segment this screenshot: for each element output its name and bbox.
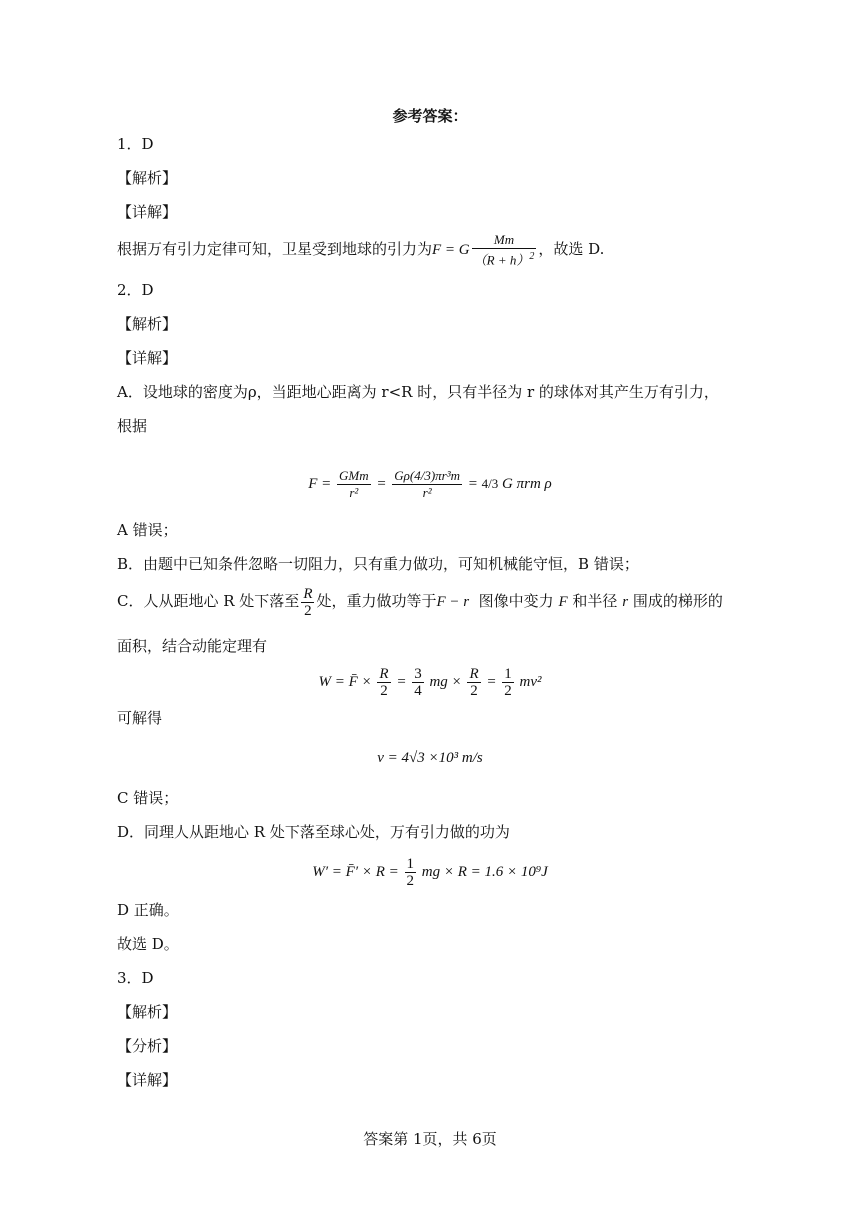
q1-formula-lhs: F = G xyxy=(432,242,470,259)
c-frac-den: 2 xyxy=(304,602,312,619)
eq2-frac4-num: 1 xyxy=(504,666,512,683)
answer-title: 参考答案： xyxy=(392,107,468,125)
c-line1-b: 处，重力做功等于 xyxy=(316,592,437,610)
eq1-frac1-num: GMm xyxy=(339,468,369,484)
q2-eq2 xyxy=(0,662,860,702)
eq1-frac3: 4/3 xyxy=(481,476,499,491)
eq2-mid: mg × xyxy=(429,674,462,690)
q1-text-after: ，故选 D. xyxy=(538,240,605,259)
eq1-lhs: F = xyxy=(308,476,332,492)
eq2-frac1-den: 2 xyxy=(380,683,388,700)
q2-a-wrong: A 错误； xyxy=(117,521,178,539)
eq2-frac1-num: R xyxy=(379,666,389,683)
eq1-equals: = xyxy=(376,476,387,492)
eq1-frac2 xyxy=(392,468,462,501)
c-F: F xyxy=(558,594,568,610)
q3-analysis: 【解析】 xyxy=(117,1003,178,1021)
q2-solve: 可解得 xyxy=(117,709,163,727)
q2-eq1 xyxy=(0,456,860,512)
q2-d-right: D 正确。 xyxy=(117,901,179,919)
eq2-frac2 xyxy=(412,666,424,699)
q2-b-line: B．由题中已知条件忽略一切阻力，只有重力做功，可知机械能守恒，B 错误； xyxy=(117,555,639,573)
eq2-frac3-num: R xyxy=(469,666,479,683)
eq2-frac4-den: 2 xyxy=(504,683,512,700)
q2-c-line2: 面积，结合动能定理有 xyxy=(117,637,268,655)
eq2-frac3 xyxy=(467,666,480,699)
q2-number: 2．D xyxy=(117,281,154,299)
c-frac xyxy=(301,586,314,619)
c-line1-c: 图像中变力 xyxy=(478,592,554,610)
q1-analysis: 【解析】 xyxy=(117,169,178,187)
c-line1-e: 围成的梯形的 xyxy=(632,592,723,610)
eq2-frac3-den: 2 xyxy=(470,683,478,700)
q2-a-line2: 根据 xyxy=(117,417,148,435)
eq1-tail: G πrm ρ xyxy=(502,476,552,492)
q3-detail: 【详解】 xyxy=(117,1071,178,1089)
q2-c-line1 xyxy=(117,584,723,619)
q2-analysis: 【解析】 xyxy=(117,315,178,333)
eq2-frac2-num: 3 xyxy=(414,666,422,683)
eq1-frac2-num: Gρ(4/3)πr³m xyxy=(394,468,461,484)
eq4-tail: mg × R = 1.6 × 10⁹J xyxy=(421,864,548,880)
eq1-frac1-den: r² xyxy=(349,485,359,501)
eq2-frac1 xyxy=(377,666,390,699)
q1-den-text: （R + h） xyxy=(473,252,530,268)
q2-eq4 xyxy=(0,852,860,892)
q1-den-exp: 2 xyxy=(529,251,535,262)
eq1-equals2: = xyxy=(467,476,478,492)
c-line1-a: C．人从距地心 R 处下落至 xyxy=(117,592,300,610)
eq4-frac-num: 1 xyxy=(406,856,414,873)
q1-fraction-num: Mm xyxy=(472,232,537,249)
q3-fenxi: 【分析】 xyxy=(117,1037,178,1055)
q3-number: 3．D xyxy=(117,969,154,987)
q1-explanation xyxy=(117,232,604,268)
q1-text-before: 根据万有引力定律可知，卫星受到地球的引力为 xyxy=(117,240,433,259)
page-footer: 答案第 1页，共 6页 xyxy=(363,1130,497,1148)
q2-d-line: D．同理人从距地心 R 处下落至球心处，万有引力做的功为 xyxy=(117,823,510,841)
q2-eq3: v = 4√3 ×10³ m/s xyxy=(377,750,483,766)
eq2-frac4 xyxy=(502,666,514,699)
q2-detail: 【详解】 xyxy=(117,349,178,367)
eq4-lhs: W′ = F̄′ × R = xyxy=(312,864,399,880)
eq1-frac2-den: r² xyxy=(422,485,432,501)
q1-number: 1．D xyxy=(117,135,154,153)
q1-fraction xyxy=(472,232,537,268)
c-line1-d: 和半径 xyxy=(572,592,618,610)
q2-a-line1: A．设地球的密度为ρ，当距地心距离为 r<R 时，只有半径为 r 的球体对其产生万有引力， xyxy=(117,383,719,401)
eq1-frac1 xyxy=(337,468,371,501)
eq2-equals: = xyxy=(396,674,407,690)
eq4-frac-den: 2 xyxy=(406,873,414,890)
c-r: r xyxy=(622,594,629,610)
c-frac-num: R xyxy=(303,585,313,602)
q1-detail: 【详解】 xyxy=(117,203,178,221)
c-fr: F − r xyxy=(436,594,470,610)
eq2-tail: mv² xyxy=(519,674,542,690)
eq2-equals2: = xyxy=(486,674,497,690)
q2-c-wrong: C 错误； xyxy=(117,789,179,807)
eq2-lhs: W = F̄ × xyxy=(318,674,372,690)
eq2-frac2-den: 4 xyxy=(414,683,422,700)
q1-fraction-den xyxy=(472,249,537,268)
eq4-frac xyxy=(405,856,417,889)
q2-choose: 故选 D。 xyxy=(117,935,179,953)
